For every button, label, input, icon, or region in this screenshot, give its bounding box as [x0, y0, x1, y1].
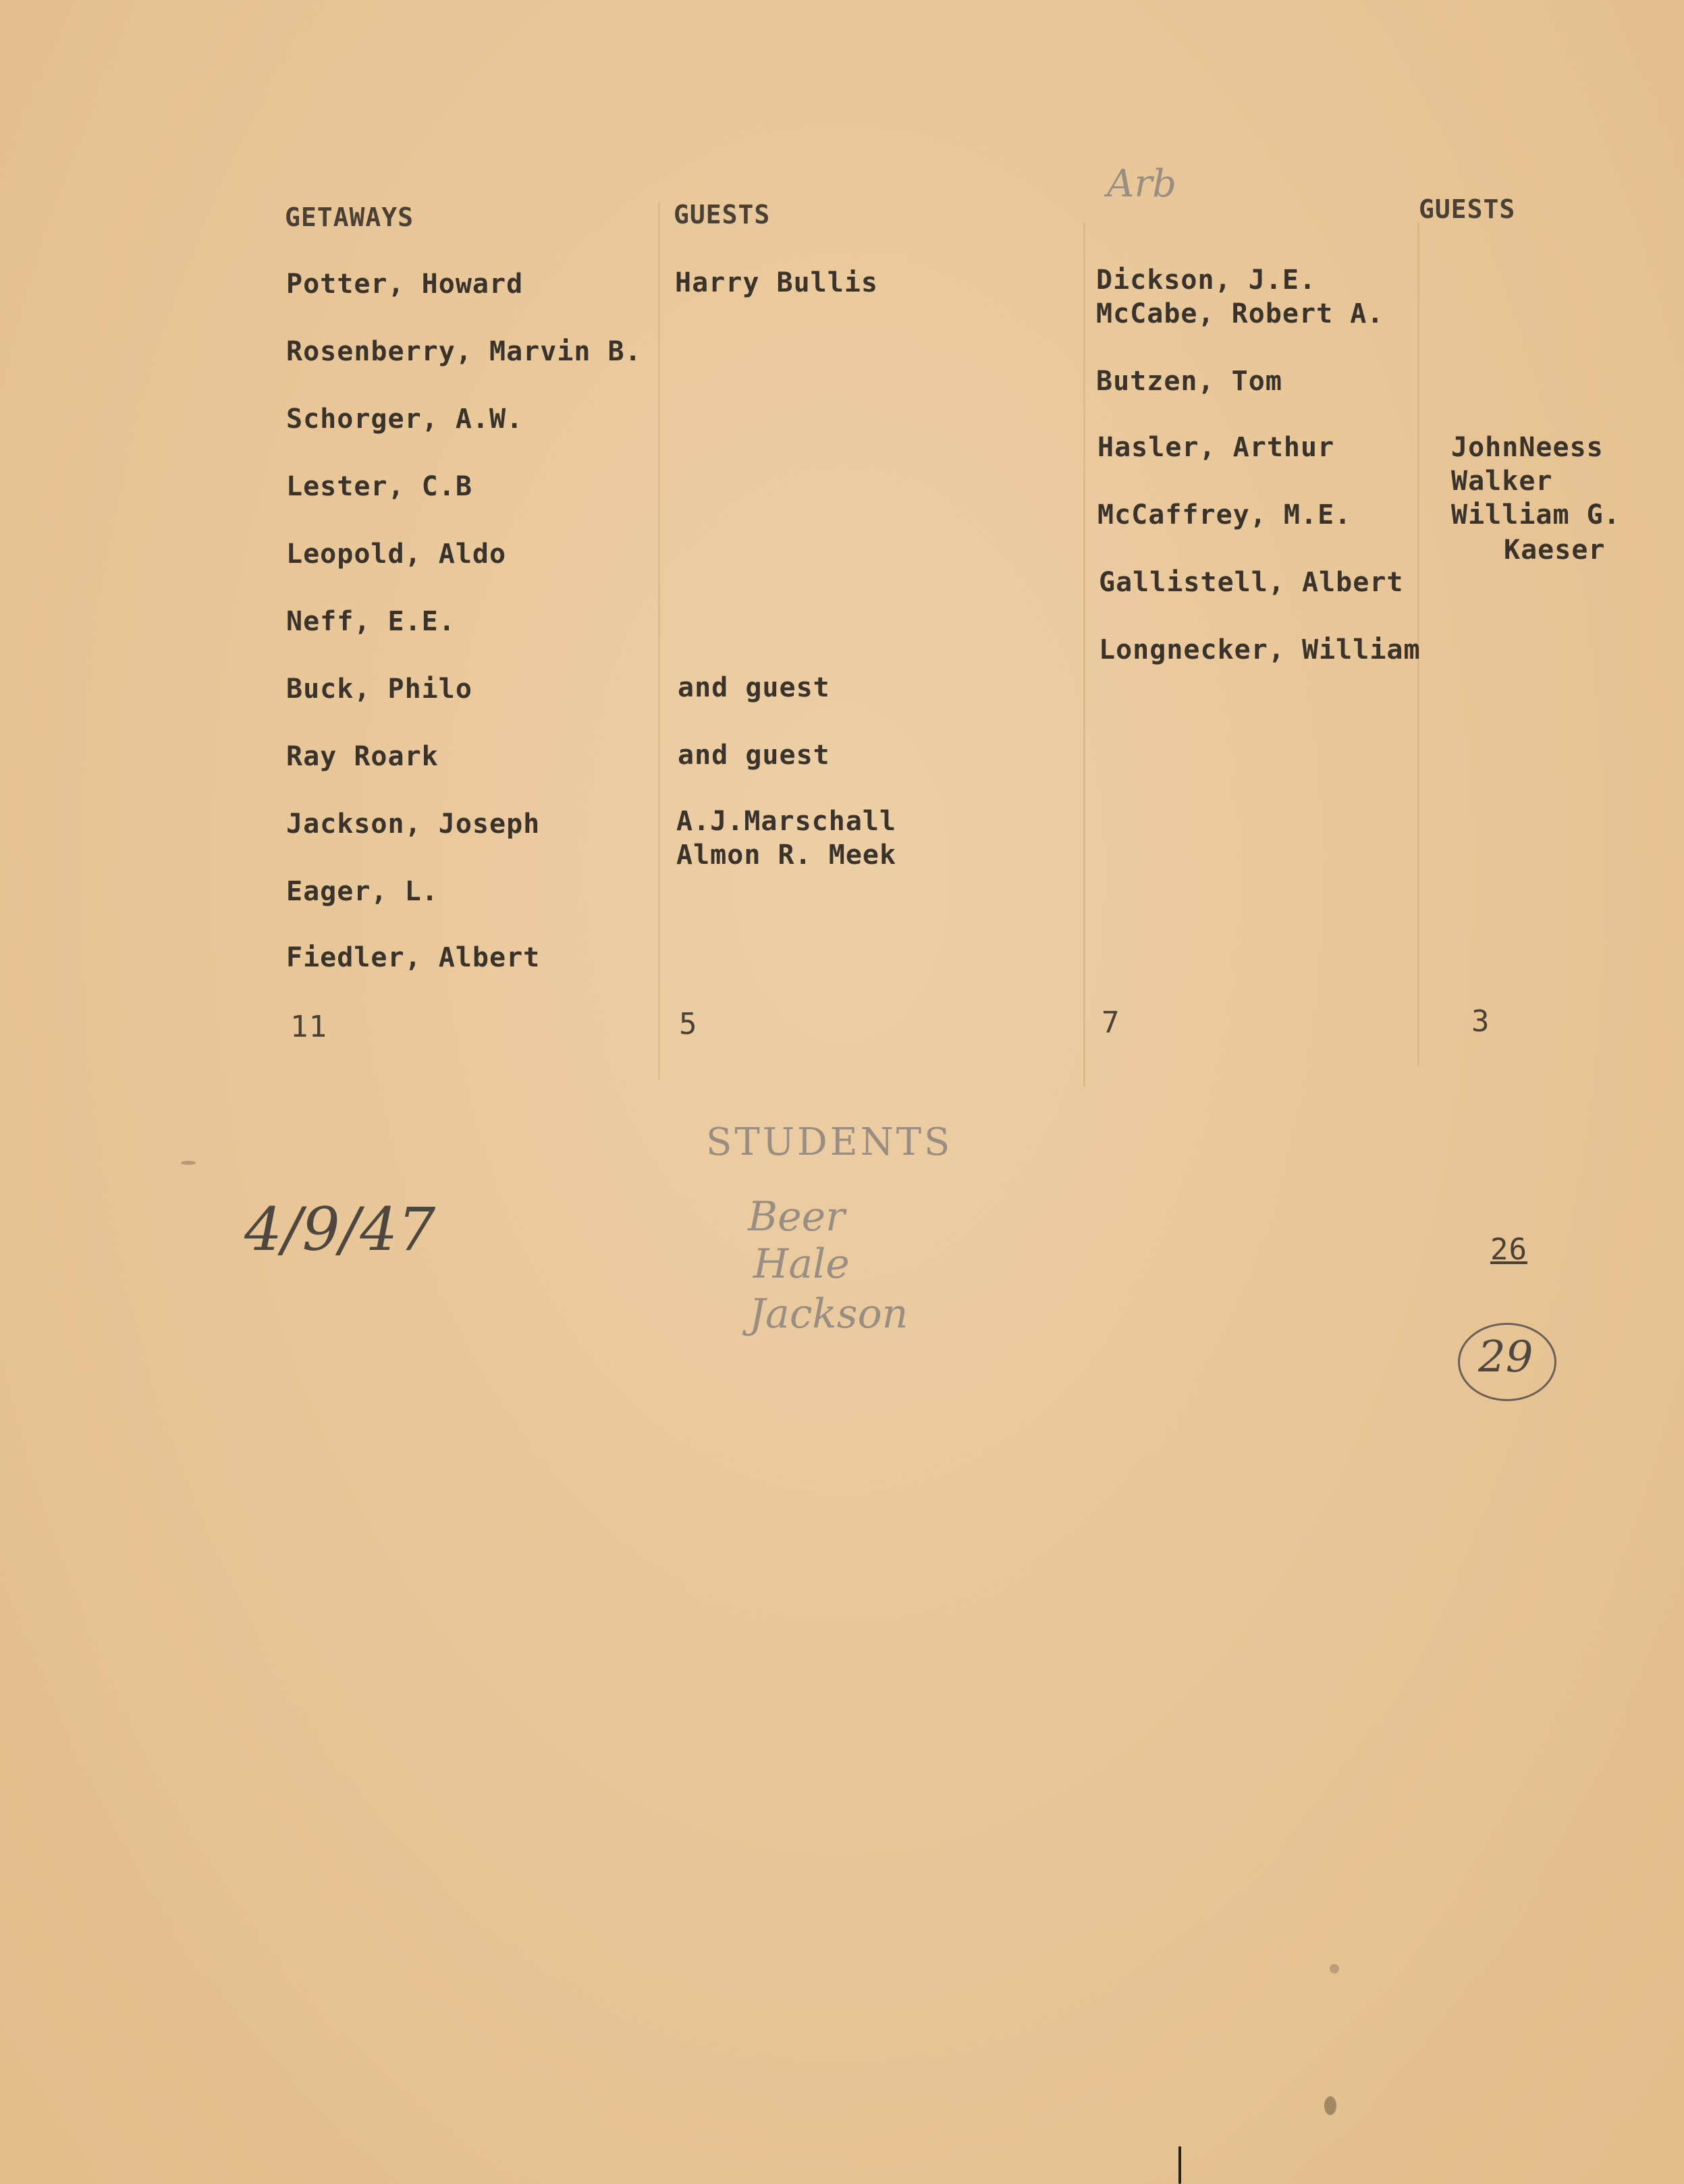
getaway-name: Eager, L. [286, 876, 439, 907]
guest-entry: and guest [678, 740, 830, 771]
arb-name: Butzen, Tom [1096, 366, 1282, 397]
arb-name: Gallistell, Albert [1099, 567, 1404, 598]
grand-total: 26 [1490, 1232, 1527, 1267]
student-name: Hale [753, 1240, 850, 1288]
getaway-name: Lester, C.B [286, 471, 472, 502]
guests-total: 5 [679, 1007, 698, 1041]
guest-entry: William G. [1451, 499, 1621, 530]
guest-entry: Harry Bullis [675, 267, 878, 298]
circled-total: 29 [1478, 1332, 1533, 1382]
guests-header: GUESTS [674, 200, 771, 229]
getaway-name: Buck, Philo [286, 674, 472, 705]
column-rule [658, 202, 660, 1080]
getaway-name: Jackson, Joseph [286, 809, 541, 840]
getaway-name: Schorger, A.W. [286, 404, 524, 435]
arb-name: McCaffrey, M.E. [1097, 499, 1352, 530]
guest-entry: Kaeser [1504, 535, 1606, 566]
arb-total: 7 [1102, 1006, 1120, 1040]
students-label: STUDENTS [706, 1120, 953, 1164]
arb-name: Longnecker, William [1099, 634, 1421, 665]
student-name: Jackson [749, 1290, 908, 1338]
paper-speck [181, 1161, 196, 1165]
arb-header: Arb [1107, 162, 1177, 206]
getaways-total: 11 [290, 1010, 327, 1044]
column-rule [1083, 223, 1085, 1087]
guest-entry: JohnNeess [1451, 432, 1604, 463]
arb-name: McCabe, Robert A. [1096, 298, 1384, 329]
getaway-name: Fiedler, Albert [286, 942, 541, 973]
guest-entry: Walker [1451, 466, 1553, 497]
arb-name: Dickson, J.E. [1096, 265, 1317, 296]
paper-speck [1330, 1964, 1339, 1973]
guests-2-total: 3 [1471, 1004, 1490, 1039]
getaway-name: Ray Roark [286, 741, 439, 772]
getaway-name: Neff, E.E. [286, 606, 456, 637]
guest-entry: A.J.Marschall [676, 806, 897, 837]
guest-entry: Almon R. Meek [676, 840, 897, 871]
getaways-header: GETAWAYS [285, 202, 414, 232]
getaway-name: Leopold, Aldo [286, 539, 507, 570]
date-annotation: 4/9/47 [244, 1195, 436, 1264]
getaway-name: Rosenberry, Marvin B. [286, 336, 642, 367]
guest-entry: and guest [678, 672, 830, 703]
student-name: Beer [748, 1193, 845, 1240]
paper-speck [1324, 2096, 1336, 2115]
ink-mark [1178, 2146, 1181, 2184]
getaway-name: Potter, Howard [286, 269, 524, 300]
guests-header-2: GUESTS [1419, 194, 1516, 224]
arb-name: Hasler, Arthur [1097, 432, 1335, 463]
